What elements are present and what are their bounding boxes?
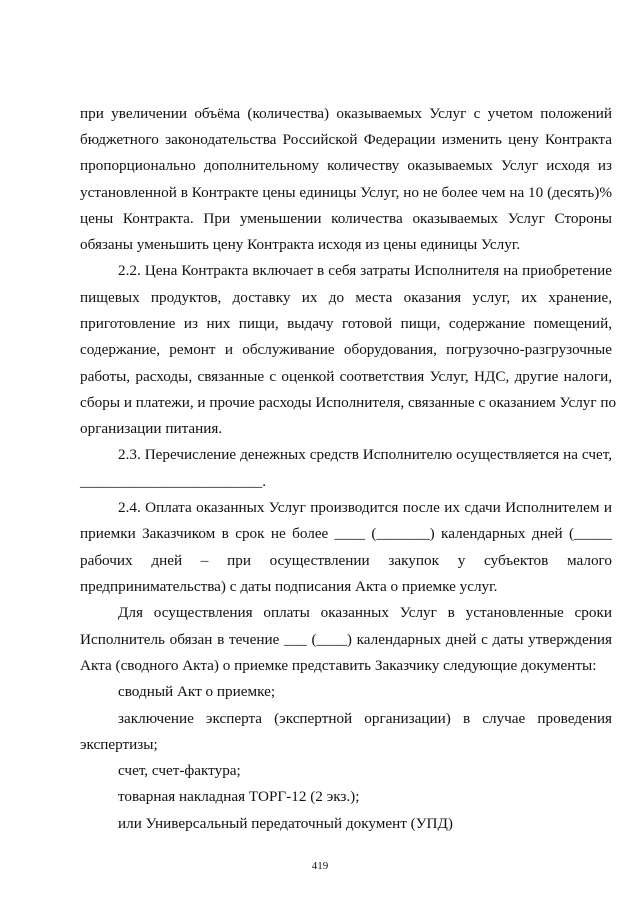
text-line: организации питания. — [80, 420, 223, 437]
text-line: пропорционально дополнительному количеству оказываемых Услуг исходя из — [80, 157, 612, 174]
text-line: приемки Заказчиком в срок не более ____ (_______) календарных дней (_____ — [80, 525, 612, 542]
text-line: цены Контракта. При уменьшении количества оказываемых Услуг Стороны — [80, 210, 612, 227]
text-line: ________________________. — [80, 473, 267, 490]
text-line: Для осуществления оплаты оказанных Услуг в установленные сроки — [118, 604, 612, 621]
text-line: бюджетного законодательства Российской Федерации изменить цену Контракта — [80, 131, 612, 148]
list-item: счет, счет-фактура; — [118, 762, 241, 779]
text-line: установленной в Контракте цены единицы Услуг, но не более чем на 10 (десять)% — [80, 184, 612, 201]
text-line: рабочих дней – при осуществлении закупок у субъектов малого — [80, 552, 612, 569]
text-line: обязаны уменьшить цену Контракта исходя из цены единицы Услуг. — [80, 236, 521, 253]
list-item: товарная накладная ТОРГ-12 (2 экз.); — [118, 788, 360, 805]
text-line: предпринимательства) с даты подписания Акта о приемке услуг. — [80, 578, 498, 595]
text-line: Исполнитель обязан в течение ___ (____) календарных дней с даты утверждения — [80, 631, 612, 648]
text-line: 2.4. Оплата оказанных Услуг производится после их сдачи Исполнителем и — [118, 499, 612, 516]
text-line: при увеличении объёма (количества) оказываемых Услуг с учетом положений — [80, 105, 612, 122]
text-line: пищевых продуктов, доставку их до места оказания услуг, их хранение, — [80, 289, 612, 306]
text-line: экспертизы; — [80, 736, 158, 753]
text-line: Акта (сводного Акта) о приемке представить Заказчику следующие документы: — [80, 657, 597, 674]
list-item: или Универсальный передаточный документ (УПД) — [118, 815, 453, 832]
list-item: заключение эксперта (экспертной организации) в случае проведения — [118, 710, 612, 727]
list-item: сводный Акт о приемке; — [118, 683, 276, 700]
text-line: сборы и платежи, и прочие расходы Исполнителя, связанные с оказанием Услуг по — [80, 394, 617, 411]
text-line: приготовление из них пищи, выдачу готовой пищи, содержание помещений, — [80, 315, 612, 332]
text-line: содержание, ремонт и обслуживание оборудования, погрузочно-разгрузочные — [80, 341, 612, 358]
page-number: 419 — [311, 860, 329, 872]
text-line: 2.3. Перечисление денежных средств Исполнителю осуществляется на счет, — [118, 446, 612, 463]
text-line: 2.2. Цена Контракта включает в себя затраты Исполнителя на приобретение — [118, 262, 612, 279]
text-line: работы, расходы, связанные с оценкой соответствия Услуг, НДС, другие налоги, — [80, 368, 612, 385]
